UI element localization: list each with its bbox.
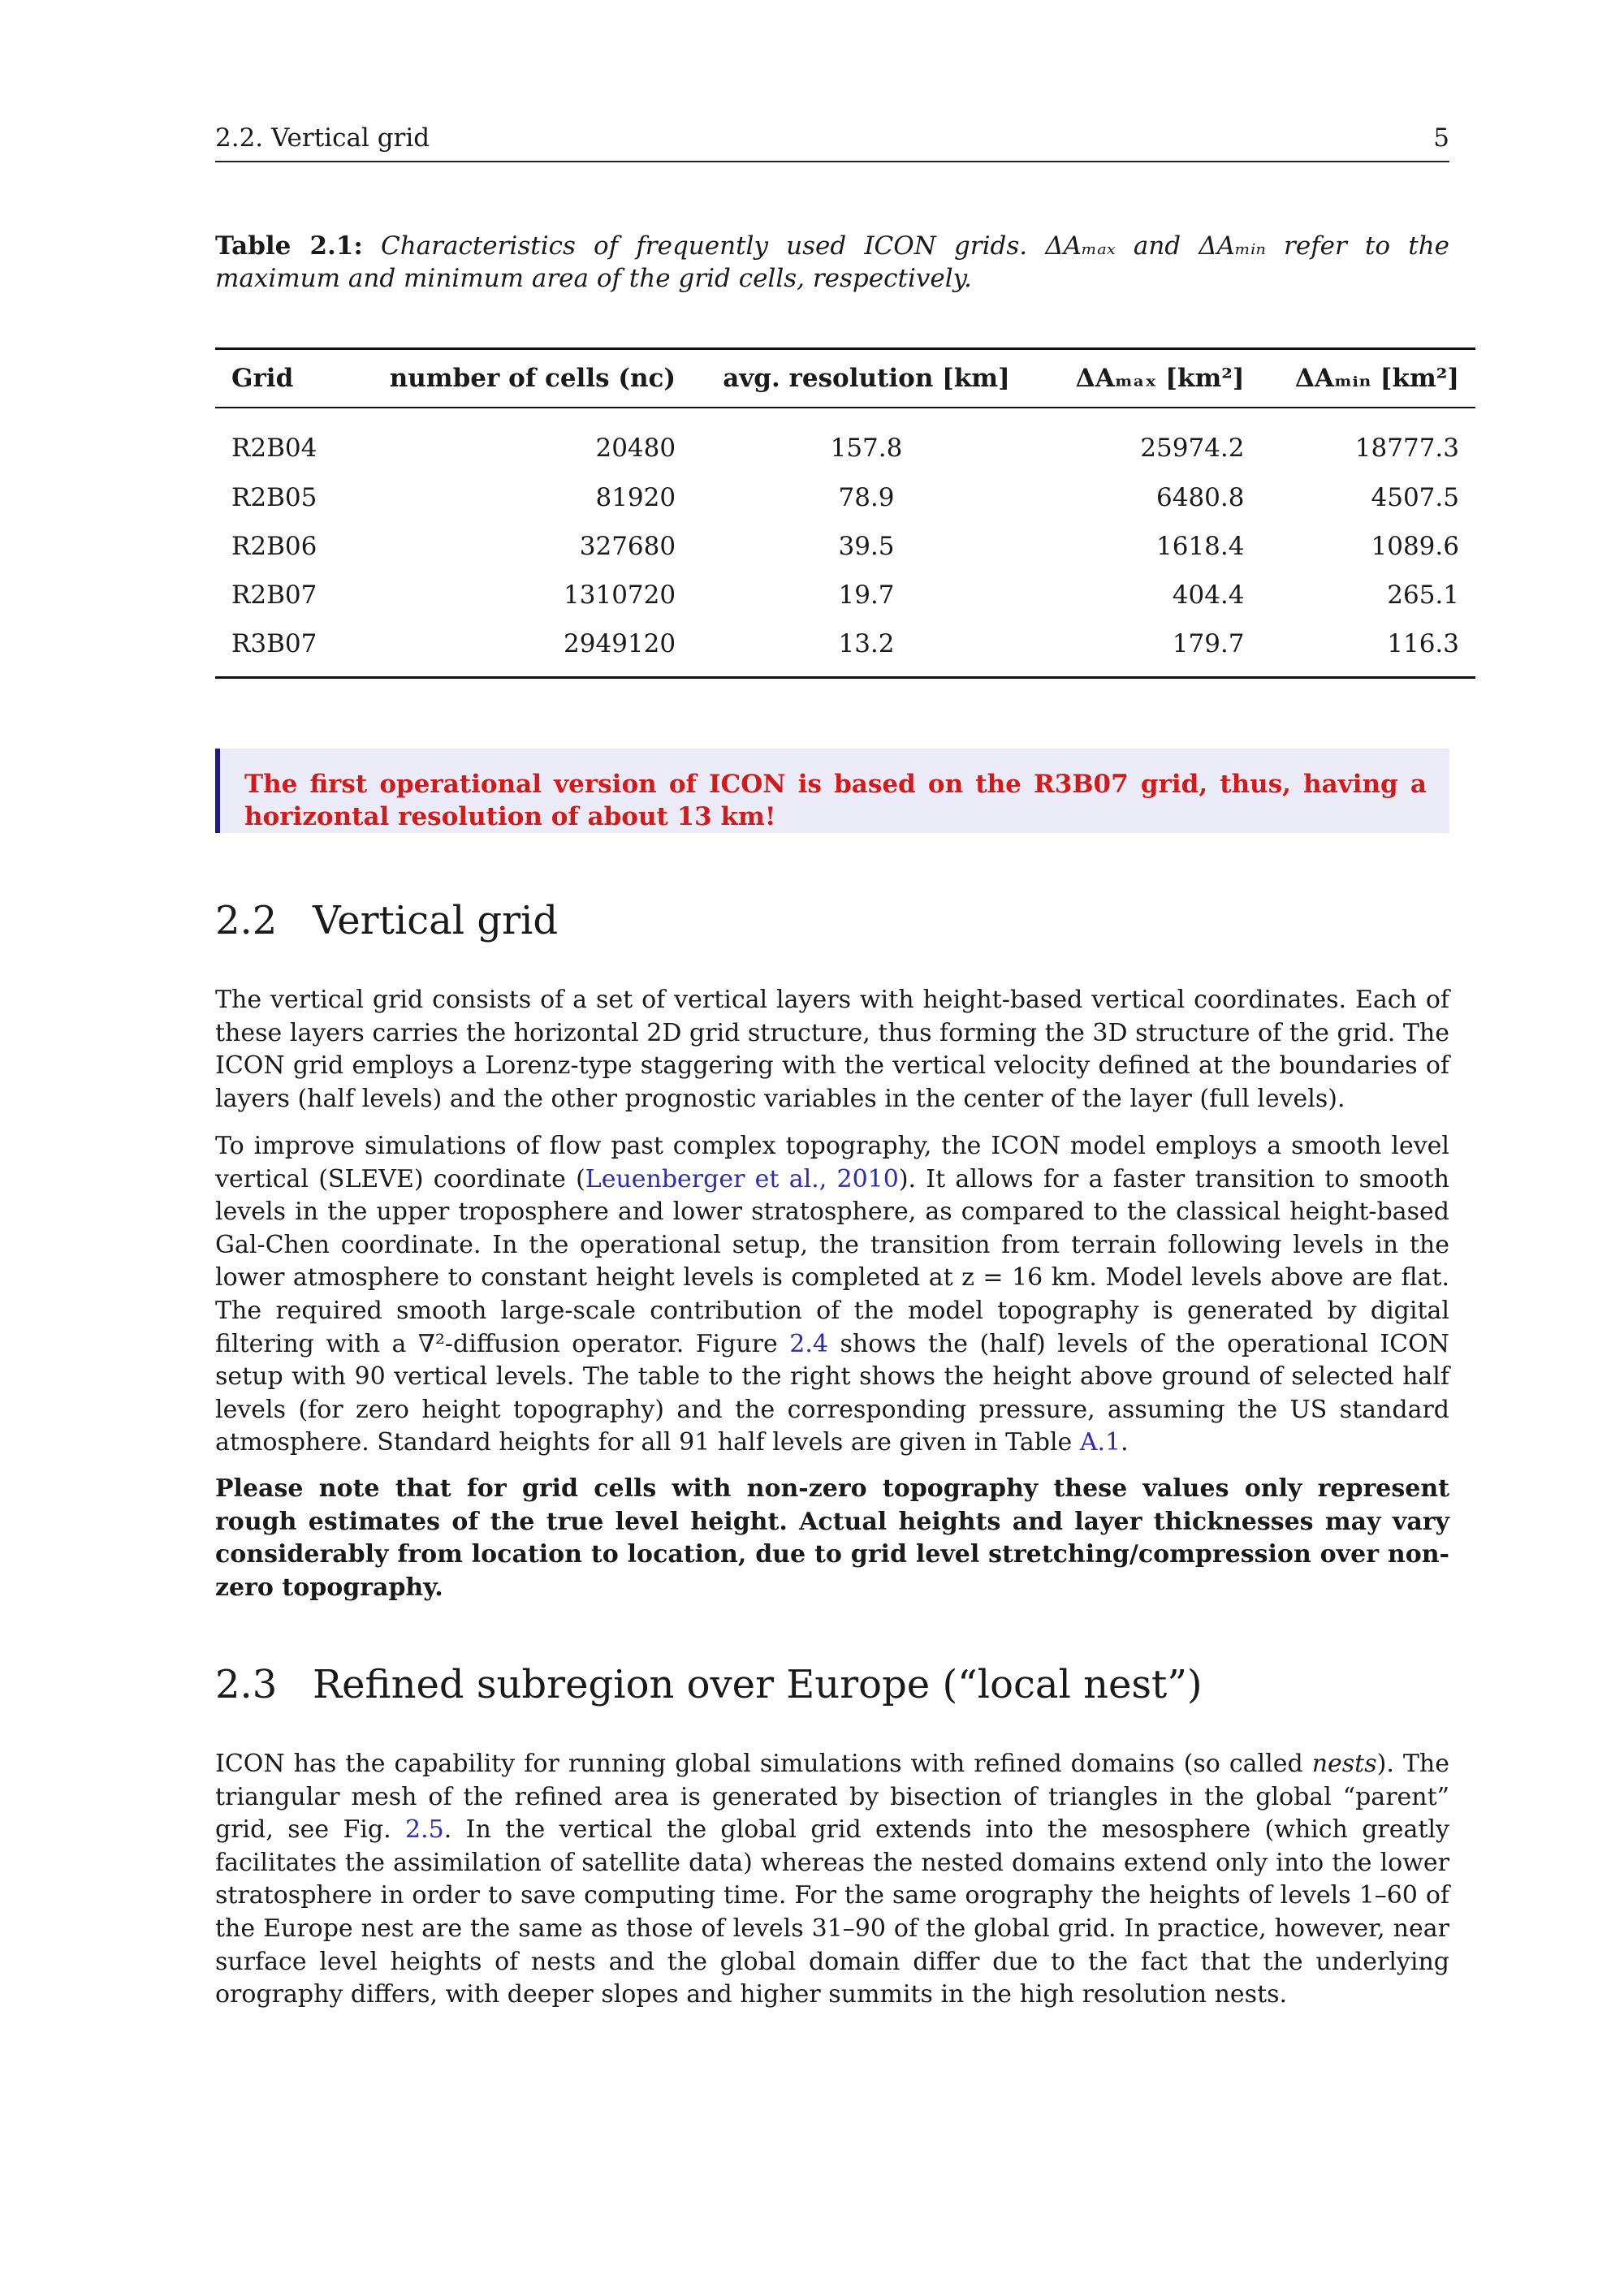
cell-amin: 265.1 — [1387, 580, 1459, 610]
highlight-callout — [215, 749, 1449, 833]
emphasis-nests: nests — [1311, 1750, 1377, 1778]
running-header — [215, 123, 1449, 162]
paragraph-topography-note: Please note that for grid cells with non-zero topography these values only represent rough estimates of the true level height. Actual heights and layer thicknesses may vary considerably from location to location, due to grid level stretching/compression over non-zero topography. — [215, 1474, 1449, 1602]
col-header-cells: number of cells (nᴄ) — [344, 349, 692, 408]
cell-cells: 327680 — [579, 532, 676, 561]
paragraph-text: To improve simulations of flow past complex topography, the ICON model employs a smooth level vertical (SLEVE) coordinate ( — [215, 1132, 1449, 1193]
col-header-resolution: avg. resolution [km] — [692, 349, 1041, 408]
table-caption — [215, 230, 1449, 295]
cell-amin: 4507.5 — [1371, 483, 1459, 512]
paragraph-text: . In the vertical the global grid extends into the mesosphere (which greatly facilitates the assimilation of satellite data) whereas the nested domains extend only into the lower stratosphere in order to save computing time. For the same orography the heights of levels 1–60 of the Europe nest are the same as those of levels 31–90 of the global grid. In practice, however, near surface level heights of nests and the global domain differ due to the fact that the underlying orography differs, with deeper slopes and higher summits in the high resolution nests. — [215, 1815, 1449, 2009]
cell-grid: R2B07 — [231, 580, 317, 610]
cell-amin: 18777.3 — [1354, 434, 1459, 463]
figure-link[interactable]: 2.5 — [405, 1815, 444, 1845]
paragraph-text: shows the (half) levels of the operational ICON setup with 90 vertical levels. The table to the right shows the height above ground of selected half levels (for zero height topography) and the corresponding pressure, assuming the US standard atmosphere. Standard heights for all 91 half levels are given in Table — [215, 1329, 1449, 1457]
col-header-grid: Grid — [215, 349, 344, 408]
paragraph-text: ICON has the capability for running global simulations with refined domains (so called — [215, 1750, 1312, 1778]
cell-resolution: 157.8 — [830, 434, 903, 463]
cell-grid: R2B06 — [231, 532, 317, 561]
cell-amax: 25974.2 — [1140, 434, 1245, 463]
callout-text: The first operational version of ICON is based on the R3B07 grid, thus, having a horizontal resolution of about 13 km! — [244, 770, 1427, 831]
cell-amax: 179.7 — [1172, 629, 1245, 658]
paragraph-vertical-grid-intro: The vertical grid consists of a set of vertical layers with height-based vertical coordinates. Each of these layers carries the horizontal 2D grid structure, thus forming the 3D structure of the grid. The ICON grid employs a Lorenz-type staggering with the vertical velocity defined at the boundaries of layers (half levels) and the other prognostic variables in the center of the layer (full levels). — [215, 986, 1449, 1113]
cell-grid: R3B07 — [231, 629, 317, 658]
cell-resolution: 39.5 — [838, 532, 895, 561]
figure-link[interactable]: 2.4 — [789, 1329, 828, 1358]
paragraph-text: ). The triangular mesh of the refined area is generated by bisection of triangles in the global “parent” grid, see Fig. — [215, 1750, 1449, 1845]
cell-cells: 2949120 — [564, 629, 676, 658]
paragraph-text: ). It allows for a faster transition to smooth levels in the upper troposphere and lower stratosphere, as compared to the classical height-based Gal-Chen coordinate. In the operational setup, the transition from terrain following levels in the lower atmosphere to constant height levels is completed at z = 16 km. Model levels above are flat. The required smooth large-scale contribution of the model topography is generated by digital filtering with a ∇²-diffusion operator. Figure — [215, 1164, 1449, 1358]
table-row — [215, 522, 1475, 571]
cell-amax: 1618.4 — [1156, 532, 1245, 561]
cell-resolution: 78.9 — [838, 483, 895, 512]
cell-amax: 6480.8 — [1156, 483, 1245, 512]
cell-grid: R2B05 — [231, 483, 317, 512]
cell-resolution: 13.2 — [838, 629, 895, 658]
section-title: Refined subregion over Europe (“local nest”) — [313, 1662, 1203, 1707]
grid-characteristics-table — [215, 347, 1475, 679]
citation-link[interactable]: Leuenberger et al., 2010 — [585, 1164, 899, 1193]
cell-amin: 116.3 — [1387, 629, 1459, 658]
cell-resolution: 19.7 — [838, 580, 895, 610]
cell-cells: 20480 — [595, 434, 676, 463]
table-header-row — [215, 349, 1475, 408]
section-number: 2.2 — [215, 898, 278, 943]
cell-grid: R2B04 — [231, 434, 317, 463]
page-number: 5 — [1433, 123, 1449, 153]
cell-amin: 1089.6 — [1371, 532, 1459, 561]
col-header-amax: ΔAₘₐₓ [km²] — [1041, 349, 1261, 408]
table-caption-text: Characteristics of frequently used ICON grids. ΔAₘₐₓ and ΔAₘᵢₙ refer to the maximum and minimum area of the grid cells, respectively. — [215, 231, 1450, 293]
cell-cells: 1310720 — [564, 580, 676, 610]
table-row — [215, 408, 1475, 473]
table-row — [215, 619, 1475, 678]
section-number: 2.3 — [215, 1662, 278, 1707]
section-heading-vertical-grid — [215, 898, 558, 943]
section-heading-local-nest — [215, 1662, 1203, 1707]
col-header-amin: ΔAₘᵢₙ [km²] — [1261, 349, 1476, 408]
table-row — [215, 473, 1475, 522]
table-row — [215, 571, 1475, 619]
table-caption-label: Table 2.1: — [215, 231, 363, 261]
cell-amax: 404.4 — [1172, 580, 1245, 610]
paragraph-sleve-coordinate — [215, 1130, 1449, 1460]
paragraph-local-nest — [215, 1748, 1449, 2012]
paragraph-text: . — [1121, 1428, 1129, 1457]
cell-cells: 81920 — [595, 483, 676, 512]
header-section-title: 2.2. Vertical grid — [215, 123, 430, 153]
section-title: Vertical grid — [313, 898, 559, 943]
table-link[interactable]: A.1 — [1079, 1428, 1121, 1457]
